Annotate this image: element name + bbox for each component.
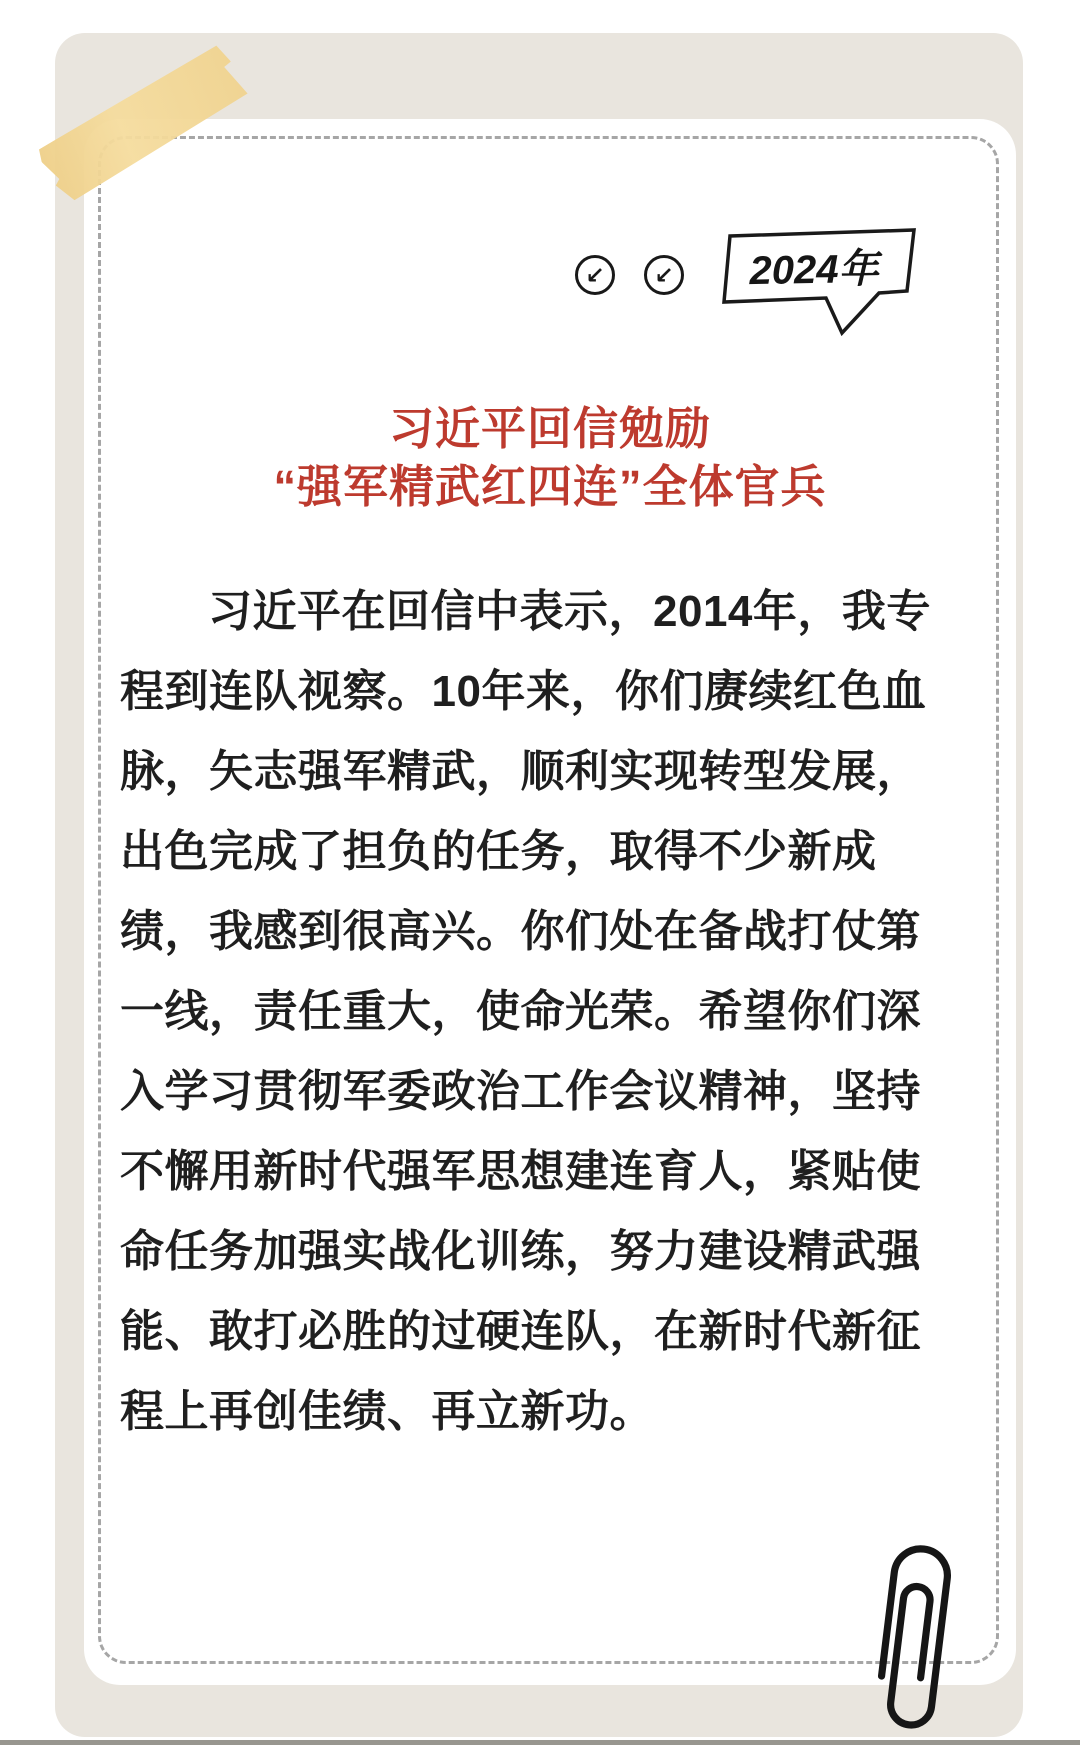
letter-card	[84, 119, 1016, 1685]
paragraph-line: 绩，我感到很高兴。你们处在备战打仗第	[120, 907, 921, 956]
year-label: 2024年	[749, 246, 879, 293]
paragraph-line: 命任务加强实战化训练，努力建设精武强	[120, 1227, 921, 1276]
arrow-down-left-circle-icon: ↙	[575, 255, 615, 295]
paragraph-line: 不懈用新时代强军思想建连育人，紧贴使	[120, 1147, 921, 1196]
paragraph-line: 入学习贯彻军委政治工作会议精神，坚持	[120, 1067, 921, 1116]
year-speech-bubble	[714, 227, 919, 357]
arrow-down-left-circle-icon: ↙	[644, 255, 684, 295]
page-title	[84, 400, 1016, 516]
paragraph-line: 习近平在回信中表示，2014年，我专	[208, 587, 931, 636]
title-line-1: 习近平回信勉励	[388, 403, 711, 454]
paragraph-line: 出色完成了担负的任务，取得不少新成	[120, 827, 877, 876]
letter-paragraph	[120, 572, 972, 1452]
paragraph-line: 程到连队视察。10年来，你们赓续红色血	[120, 667, 927, 716]
bottom-edge-line	[0, 1740, 1080, 1745]
paragraph-line: 脉，矢志强军精武，顺利实现转型发展，	[120, 747, 921, 796]
paragraph-line: 能、敢打必胜的过硬连队，在新时代新征	[120, 1307, 921, 1356]
paragraph-line: 程上再创佳绩、再立新功。	[120, 1387, 654, 1436]
title-line-2: “强军精武红四连”全体官兵	[273, 461, 827, 512]
paragraph-line: 一线，责任重大，使命光荣。希望你们深	[120, 987, 921, 1036]
